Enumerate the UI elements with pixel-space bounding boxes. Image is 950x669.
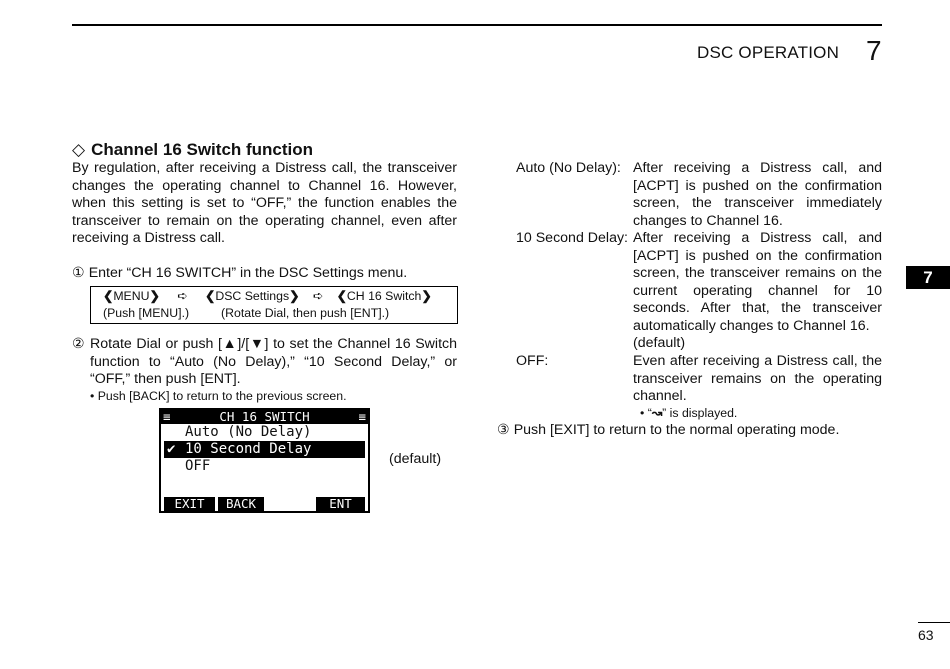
lcd-softkey-bar bbox=[161, 497, 368, 511]
step-3-number: ③ bbox=[497, 422, 510, 438]
softkey-exit[interactable]: EXIT bbox=[164, 497, 215, 511]
def-text-off: Even after receiving a Distress call, the transceiver remains on the operating channel. bbox=[633, 353, 882, 405]
lcd-option-auto[interactable] bbox=[161, 424, 368, 441]
lcd-option-label: OFF bbox=[185, 458, 211, 474]
off-note-suffix: ” is displayed. bbox=[662, 406, 738, 420]
diamond-icon: ◇ bbox=[72, 140, 86, 159]
chapter-side-tab-label: 7 bbox=[923, 268, 933, 287]
arrow-icon: ➪ bbox=[312, 289, 324, 303]
menu-path-item-ch16: CH 16 Switch bbox=[346, 289, 422, 303]
menu-path-item-dsc-settings: DSC Settings bbox=[215, 289, 290, 303]
section-heading bbox=[72, 140, 313, 160]
ch16-switch-off-icon: ↝ bbox=[651, 406, 663, 420]
lcd-option-10s[interactable] bbox=[164, 441, 365, 458]
menu-path-box bbox=[90, 286, 458, 324]
step-2-note: • Push [BACK] to return to the previous screen. bbox=[90, 389, 347, 403]
menu-chevron-icon: ❯ bbox=[421, 289, 432, 303]
footer-rule bbox=[918, 622, 950, 623]
menu-path-item-menu: MENU bbox=[113, 289, 150, 303]
check-icon: ✔ bbox=[167, 441, 176, 457]
menu-chevron-icon: ❮ bbox=[336, 289, 347, 303]
menu-chevron-icon: ❯ bbox=[149, 289, 160, 303]
lcd-title: CH 16 SWITCH bbox=[219, 409, 310, 424]
step-2-text: Rotate Dial or push [▲]/[▼] to set the Channel 16 Switch function to “Auto (No Delay),” “10 Second Delay,” or “OFF,” then push [ENT]. bbox=[90, 336, 457, 388]
page-number: 63 bbox=[918, 627, 934, 643]
top-rule bbox=[72, 24, 882, 26]
menu-hint-1: (Push [MENU].) bbox=[103, 306, 190, 320]
softkey-ent[interactable]: ENT bbox=[316, 497, 365, 511]
step-3-text: Push [EXIT] to return to the normal operating mode. bbox=[513, 422, 840, 438]
step-2-number: ② bbox=[72, 336, 85, 352]
off-note bbox=[640, 406, 737, 420]
heading-text: Channel 16 Switch function bbox=[91, 140, 314, 159]
menu-chevron-icon: ❯ bbox=[289, 289, 300, 303]
step-1 bbox=[72, 265, 457, 283]
lcd-default-note: (default) bbox=[389, 451, 442, 467]
lcd-title-bar bbox=[161, 410, 368, 424]
step-1-text: Enter “CH 16 SWITCH” in the DSC Settings menu. bbox=[88, 265, 408, 281]
menu-chevron-icon: ❮ bbox=[205, 289, 216, 303]
intro-paragraph: By regulation, after receiving a Distress call, the transceiver changes the operating channel to Channel 16. However, when this setting is set to “OFF,” the function enables the transceiver to remain on the operating channel, even after receiving a Distress call. bbox=[72, 160, 457, 247]
def-text-10s: After receiving a Distress call, and [ACPT] is pushed on the confirmation screen, the transceiver remains on the current operating channel for 10 seconds. After that, the transceiver automatically changes to Channel 16. bbox=[633, 230, 882, 334]
lcd-option-off[interactable] bbox=[161, 458, 368, 475]
menu-icon: ≡ bbox=[358, 409, 366, 424]
menu-path-row bbox=[103, 289, 432, 303]
menu-icon: ≡ bbox=[163, 409, 171, 424]
softkey-back[interactable]: BACK bbox=[218, 497, 264, 511]
chapter-number: 7 bbox=[866, 35, 882, 66]
def-label-10s: 10 Second Delay: bbox=[516, 230, 628, 246]
step-1-number: ① bbox=[72, 265, 85, 281]
off-note-prefix: • “ bbox=[640, 406, 652, 420]
arrow-icon: ➪ bbox=[177, 289, 188, 303]
section-title: DSC OPERATION bbox=[697, 43, 840, 62]
def-label-auto: Auto (No Delay): bbox=[516, 160, 621, 176]
lcd-screen bbox=[159, 408, 370, 513]
def-label-off: OFF: bbox=[516, 353, 549, 369]
def-text-auto: After receiving a Distress call, and [ACPT] is pushed on the confirmation screen, the transceiver immediately changes to Channel 16. bbox=[633, 160, 882, 229]
menu-hint-2: (Rotate Dial, then push [ENT].) bbox=[221, 306, 390, 320]
lcd-option-label: 10 Second Delay bbox=[185, 441, 312, 457]
lcd-option-label: Auto (No Delay) bbox=[185, 424, 312, 440]
def-default-10s: (default) bbox=[633, 335, 686, 351]
chapter-side-tab bbox=[906, 266, 950, 289]
menu-chevron-icon: ❮ bbox=[103, 289, 114, 303]
step-3 bbox=[497, 422, 887, 440]
